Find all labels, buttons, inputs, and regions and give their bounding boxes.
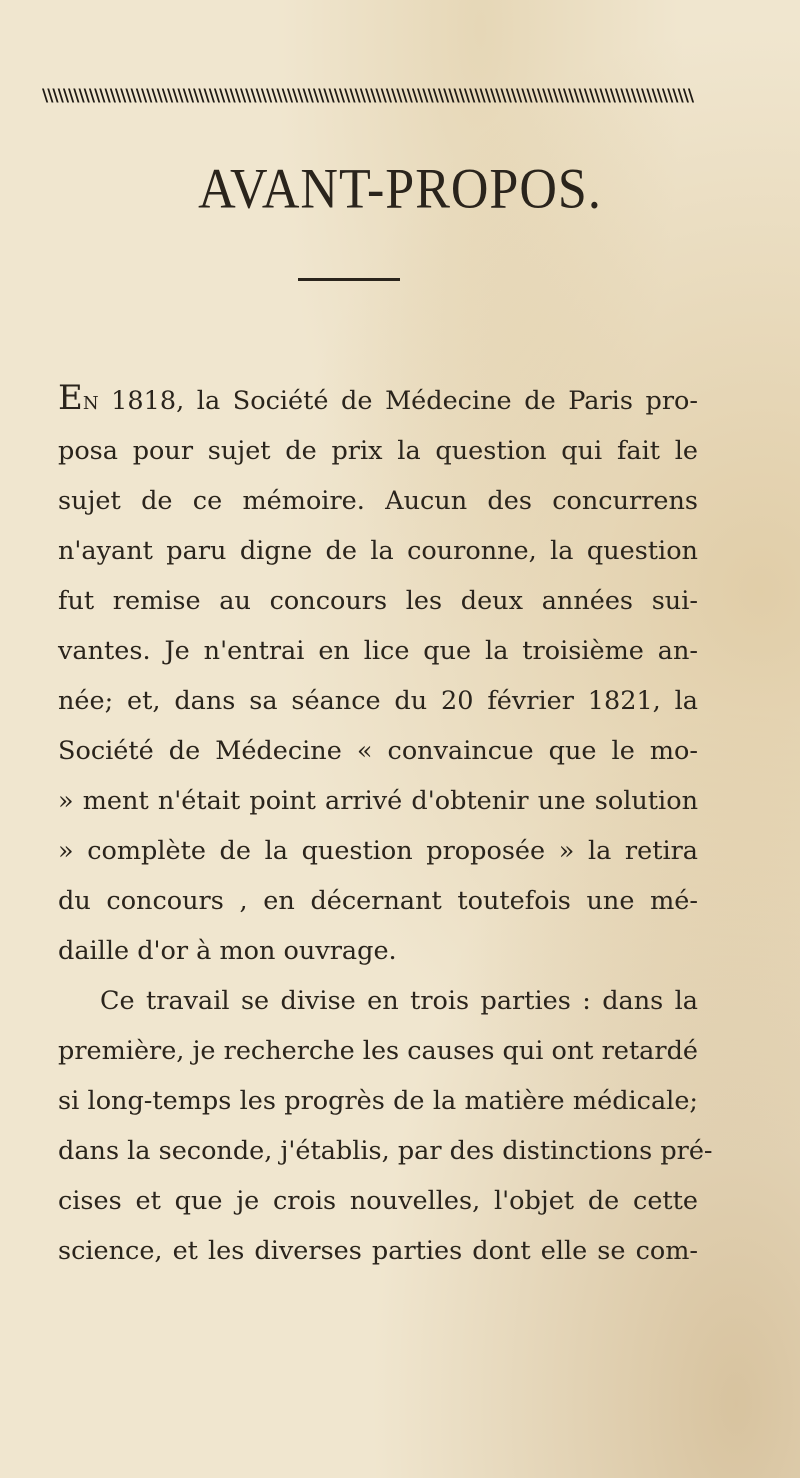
text-line: n'ayant paru digne de la couronne, la question — [58, 536, 698, 566]
body-text — [58, 373, 713, 1276]
text-line: Société de Médecine « convaincue que le mo- — [58, 736, 698, 766]
text-line: sujet de ce mémoire. Aucun des concurrens — [58, 486, 698, 516]
text-line: daille d'or à mon ouvrage. — [58, 936, 397, 966]
small-caps: n — [82, 386, 99, 416]
text-line: Ce travail se divise en trois parties : dans la — [100, 986, 698, 1016]
drop-cap: E — [58, 378, 83, 418]
text-line: science, et les diverses parties dont elle se com- — [58, 1236, 698, 1266]
page-title: AVANT-PROPOS. — [198, 158, 602, 221]
text-line: cises et que je crois nouvelles, l'objet de cette — [58, 1186, 698, 1216]
text-line: fut remise au concours les deux années sui- — [58, 586, 698, 616]
text-line: posa pour sujet de prix la question qui fait le — [58, 436, 698, 466]
text-line: » complète de la question proposée » la retira — [58, 836, 698, 866]
text-line-rest: 1818, la Société de Médecine de Paris pro- — [98, 386, 698, 416]
text-line: née; et, dans sa séance du 20 février 1821, la — [58, 686, 698, 716]
title-rule — [298, 278, 400, 281]
text-line: première, je recherche les causes qui ont retardé — [58, 1036, 698, 1066]
text-line: vantes. Je n'entrai en lice que la troisième an- — [58, 636, 698, 666]
text-line — [58, 373, 698, 426]
text-line: » ment n'était point arrivé d'obtenir une solution — [58, 786, 698, 816]
header-ornament: \\\\\\\\\\\\\\\\\\\\\\\\\\\\\\\\\\\\\\\\\\\\\\\\\\\\\\\\\\\\\\\\\\\\\\\\\\\\\\\\\\\\\\\\\\\\\\\\\\\\\\\\\\\\\\\\\\\\\\\\\\\\\ — [42, 86, 694, 106]
text-line: du concours , en décernant toutefois une mé- — [58, 886, 698, 916]
text-line: si long-temps les progrès de la matière médicale; — [58, 1086, 698, 1116]
text-line: dans la seconde, j'établis, par des distinctions pré- — [58, 1136, 713, 1166]
